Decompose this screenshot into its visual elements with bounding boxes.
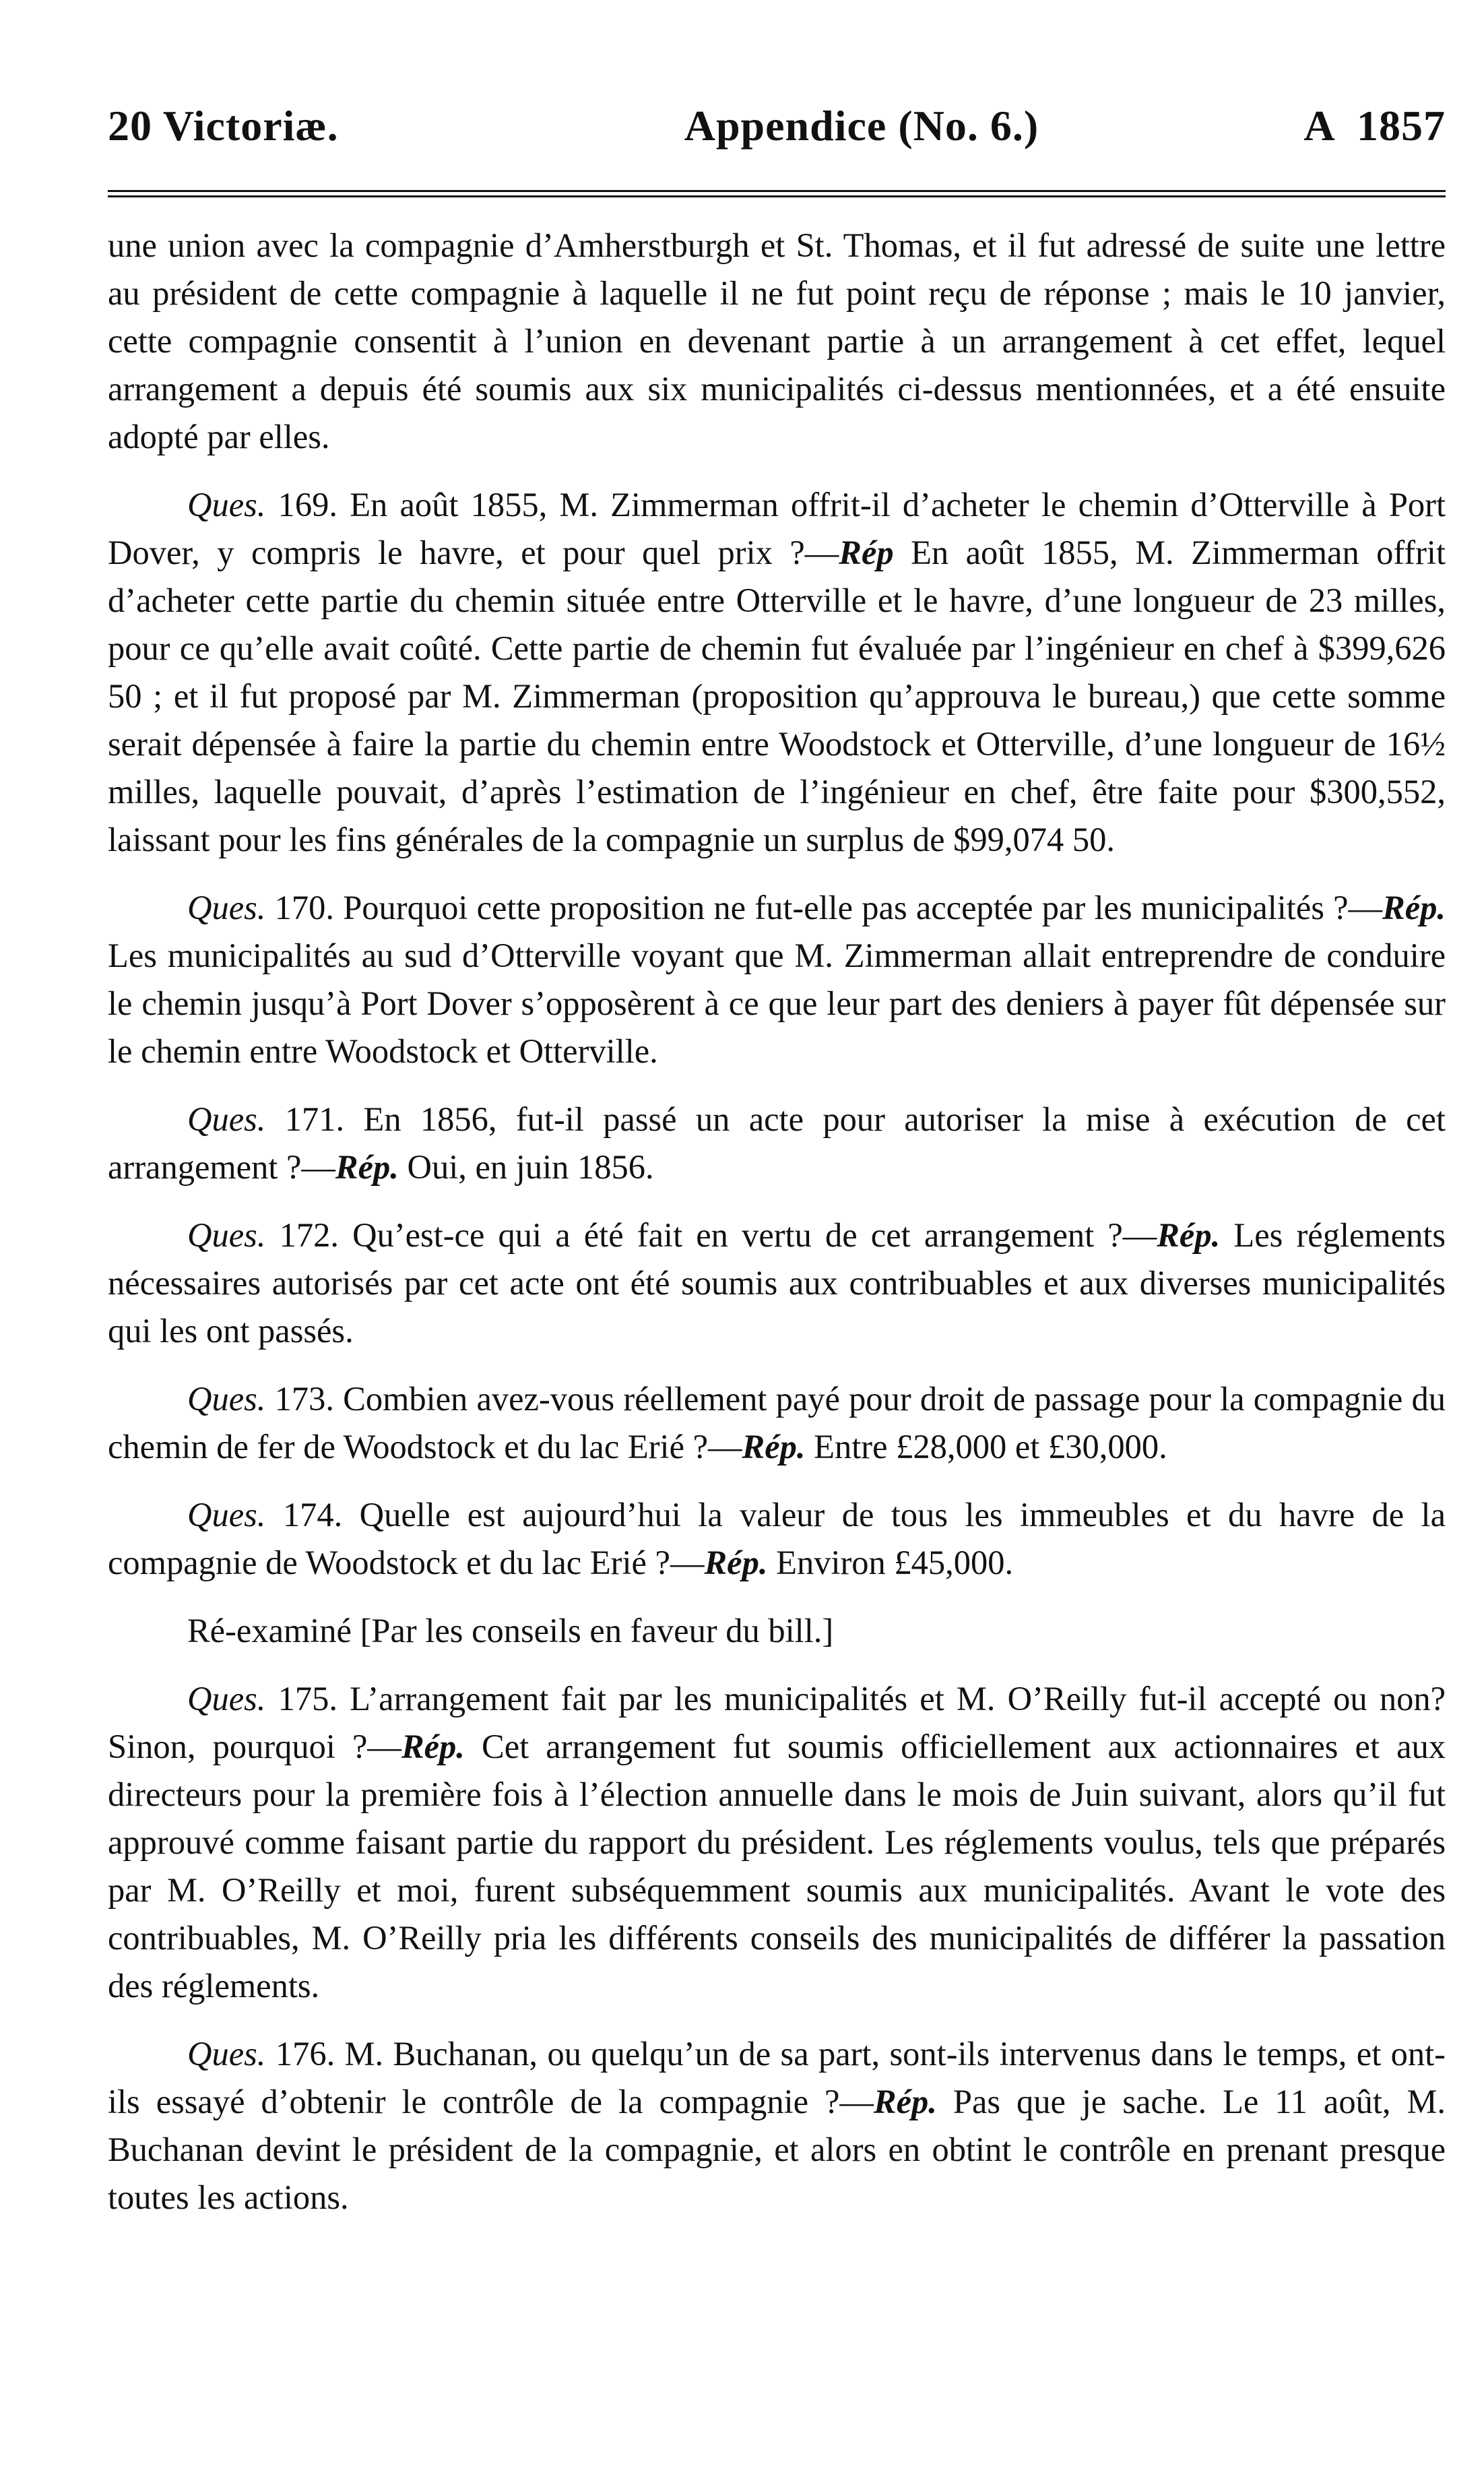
question-text: 174. Quelle est aujourd’hui la valeur de tous les immeubles et du havre de la compagnie de Woodstock et du lac Erié ?— [108,1496,1446,1581]
question-172 [108,1211,1446,1355]
paragraph-text: une union avec la compagnie d’Amherstburgh et St. Thomas, et il fut adressé de suite une lettre au président de cette compagnie à laquelle il ne fut point reçu de réponse ; mais le 10 janvier, cette compagnie consentit à l’union en devenant partie à un arrangement à cet effet, lequel arrangement a depuis été soumis aux six municipalités ci-dessus mentionnées, et a été ensuite adopté par elles. [108,226,1446,455]
question-text: 171. En 1856, fut-il passé un acte pour autoriser la mise à exécution de cet arrangement ?— [108,1100,1446,1186]
header-session: 20 Victoriæ. [108,102,339,150]
answer-label: Rép. [335,1148,399,1186]
question-175 [108,1675,1446,2010]
question-169 [108,481,1446,864]
header-rule-top [108,190,1446,192]
question-label: Ques. [187,1380,266,1418]
document-page [108,101,1446,2242]
page-header [108,101,1446,155]
answer-label: Rép. [401,1728,465,1765]
answer-text: Oui, en juin 1856. [398,1148,654,1186]
header-double-rule [108,190,1446,197]
answer-text: Les municipalités au sud d’Otterville voyant que M. Zimmerman allait entreprendre de conduire le chemin jusqu’à Port Dover s’opposèrent à ce que leur part des deniers à payer fût dépensée sur le chemin entre Woodstock et Otterville. [108,937,1446,1070]
header-rule-bottom [108,195,1446,197]
question-text: 176. M. Buchanan, ou quelqu’un de sa part, sont-ils intervenus dans le temps, et ont-ils essayé d’obtenir le contrôle de la compagnie ?— [108,2035,1446,2120]
answer-label: Rép. [1382,889,1446,926]
question-171 [108,1096,1446,1191]
re-examination-text: Ré-examiné [Par les conseils en faveur du bill.] [187,1612,834,1649]
question-text: 173. Combien avez-vous réellement payé pour droit de passage pour la compagnie du chemin de fer de Woodstock et du lac Erié ?— [108,1380,1446,1466]
question-label: Ques. [187,1216,266,1254]
question-text: 169. En août 1855, M. Zimmerman offrit-il d’acheter le chemin d’Otterville à Port Dover, y compris le havre, et pour quel prix ?— [108,486,1446,571]
answer-label: Rép. [1157,1216,1221,1254]
question-label: Ques. [187,889,266,926]
answer-text: Entre £28,000 et £30,000. [805,1428,1167,1466]
answer-text: Les réglements nécessaires autorisés par cet acte ont été soumis aux contribuables et aux diverses municipalités qui les ont passés. [108,1216,1446,1350]
answer-label: Rép [839,534,894,571]
question-173 [108,1375,1446,1471]
answer-label: Rép. [742,1428,806,1466]
answer-text: En août 1855, M. Zimmerman offrit d’acheter cette partie du chemin située entre Otterville et le havre, d’une longueur de 23 milles, pour ce qu’elle avait coûté. Cette partie de chemin fut évaluée par l’ingénieur en chef à $399,626 50 ; et il fut proposé par M. Zimmerman (proposition qu’approuva le bureau,) que cette somme serait dépensée à faire la partie du chemin entre Woodstock et Otterville, d’une longueur de 16½ milles, laquelle pouvait, d’après l’estimation de l’ingénieur en chef, être faite pour $300,552, laissant pour les fins générales de la compagnie un surplus de $99,074 50. [108,534,1446,858]
answer-text: Environ £45,000. [767,1544,1014,1581]
question-170 [108,884,1446,1075]
re-examination-heading [108,1607,1446,1655]
answer-text: Pas que je sache. Le 11 août, M. Buchanan devint le président de la compagnie, et alors en obtint le contrôle en prenant presque toutes les actions. [108,2083,1446,2216]
answer-label: Rép. [873,2083,937,2120]
question-text: 170. Pourquoi cette proposition ne fut-elle pas acceptée par les municipalités ?— [265,889,1383,926]
question-text: 175. L’arrangement fait par les municipalités et M. O’Reilly fut-il accepté ou non? Sinon, pourquoi ?— [108,1680,1446,1765]
question-label: Ques. [187,1680,266,1718]
question-174 [108,1491,1446,1587]
question-text: 172. Qu’est-ce qui a été fait en vertu de cet arrangement ?— [265,1216,1157,1254]
header-title: Appendice (No. 6.) [684,102,1039,150]
question-176 [108,2030,1446,2222]
question-label: Ques. [187,486,266,524]
question-label: Ques. [187,2035,266,2073]
question-label: Ques. [187,1100,266,1138]
body-text [108,222,1446,2222]
answer-label: Rép. [704,1544,768,1581]
paragraph-continuation [108,222,1446,461]
header-year: A 1857 [1303,102,1446,150]
question-label: Ques. [187,1496,266,1534]
answer-text: Cet arrangement fut soumis officiellement aux actionnaires et aux directeurs pour la première fois à l’élection annuelle dans le mois de Juin suivant, alors qu’il fut approuvé comme faisant partie du rapport du président. Les réglements voulus, tels que préparés par M. O’Reilly et moi, furent subséquemment soumis aux municipalités. Avant le vote des contribuables, M. O’Reilly pria les différents conseils des municipalités de différer la passation des réglements. [108,1728,1446,2005]
